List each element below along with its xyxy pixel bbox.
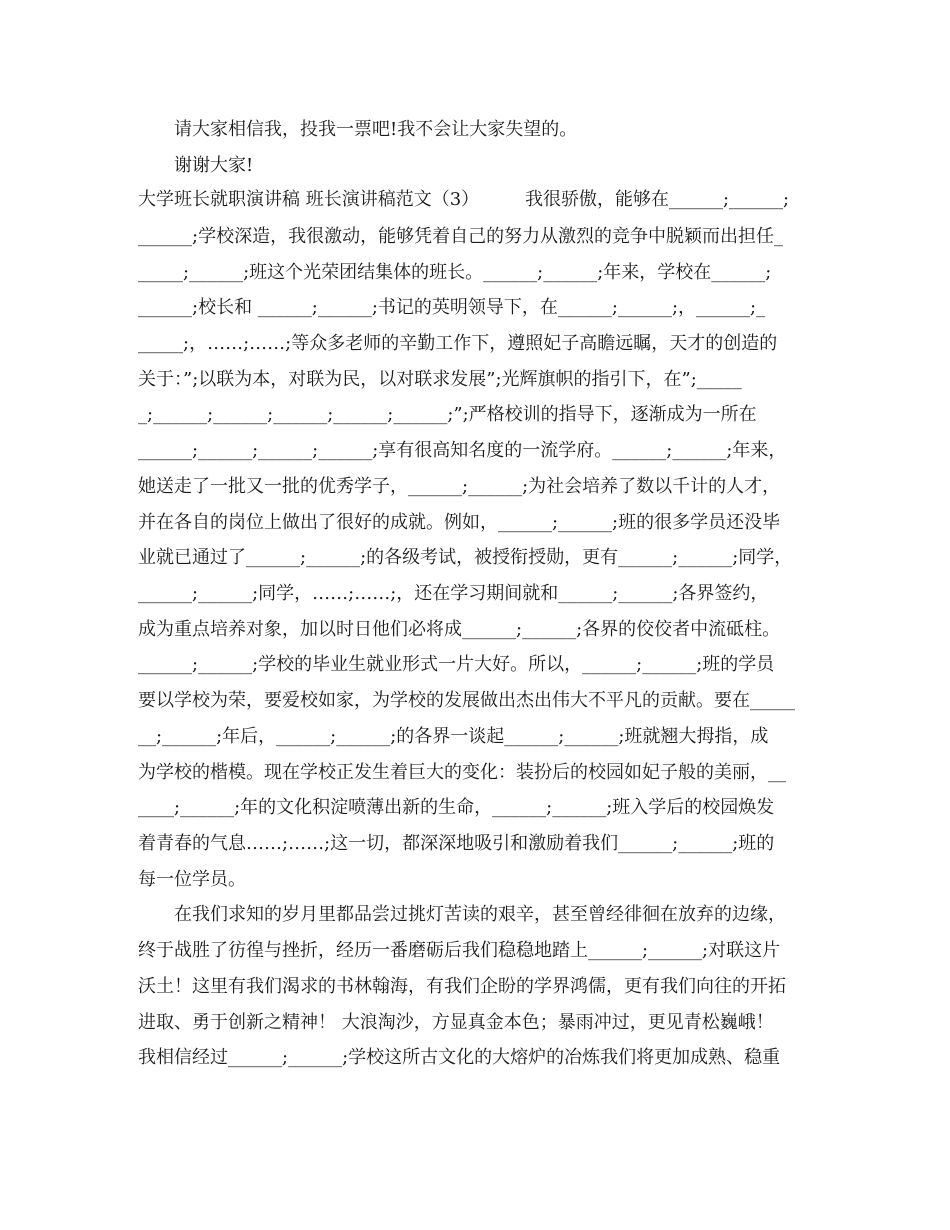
text-line: 要以学校为荣，要爱校如家，为学校的发展做出杰出伟大不平凡的贡献。要在_____ bbox=[138, 690, 795, 711]
text-line: 着青春的气息……;……;这一切，都深深地吸引和激励着我们______;______;班的 bbox=[138, 833, 775, 854]
text-line: 成为重点培养对象，加以时日他们必将成______;______;各界的佼佼者中流砥柱。 bbox=[138, 619, 781, 640]
text-line: 沃土！这里有我们渴求的书林翰海，有我们企盼的学界鸿儒，更有我们向往的开拓 bbox=[138, 976, 786, 997]
text-line: ______;______;同学，……;……;，还在学习期间就和______;______;各界签约， bbox=[138, 583, 769, 604]
text-line: 关于：”;以联为本，对联为民，以对联求发展”;光辉旗帜的指引下，在”;_____ bbox=[138, 369, 742, 390]
text-line: ______;校长和 ______;______;书记的英明领导下，在______;______;，______;_ bbox=[138, 297, 766, 318]
text-line: 每一位学员。 bbox=[138, 869, 246, 890]
text-line: ______;学校深造，我很激动，能够凭着自己的努力从激烈的竞争中脱颖而出担任_ bbox=[138, 226, 784, 247]
text-line: 请大家相信我，投我一票吧!我不会让大家失望的。 bbox=[174, 119, 578, 140]
text-line: ______;______;学校的毕业生就业形式一片大好。所以，______;______;班的学员 bbox=[138, 654, 775, 675]
text-line: 在我们求知的岁月里都品尝过挑灯苦读的艰辛，甚至曾经徘徊在放弃的边缘， bbox=[174, 904, 786, 925]
text-line: 为学校的楷模。现在学校正发生着巨大的变化：装扮后的校园如妃子般的美丽，__ bbox=[138, 762, 786, 783]
text-line: ____;______;年的文化积淀喷薄出新的生命，______;______;班入学后的校园焕发 bbox=[138, 797, 775, 818]
text-line: 并在各自的岗位上做出了很好的成就。例如，______;______;班的很多学员还没毕 bbox=[138, 512, 781, 533]
text-line: 我相信经过______;______;学校这所古文化的大熔炉的冶炼我们将更加成熟、稳重 bbox=[138, 1047, 781, 1068]
text-line: ______;______;______;______;享有很高知名度的一流学府。______;______;年来， bbox=[138, 440, 787, 461]
text-line: 谢谢大家! bbox=[174, 155, 254, 176]
text-line: __;______;年后，______;______;的各界一谈起______;______;班就翘大拇指，成 bbox=[138, 726, 769, 747]
text-line: 进取、勇于创新之精神！ 大浪淘沙，方显真金本色；暴雨冲过，更见青松巍峨！ bbox=[138, 1012, 774, 1033]
heading-line: 大学班长就职演讲稿 班长演讲稿范文（3） 我很骄傲，能够在______;______; bbox=[138, 189, 790, 210]
text-line: _;______;______;______;______;______;”;严格校训的指导下，逐渐成为一所在 bbox=[138, 404, 757, 425]
text-line: _____;______;班这个光荣团结集体的班长。______;______;年来，学校在______; bbox=[138, 262, 772, 283]
text-line: _____;，……;……;等众多老师的辛勤工作下，遵照妃子高瞻远瞩，天才的创造的 bbox=[138, 333, 778, 354]
text-line: 业就已通过了______;______;的各级考试，被授衔授勋，更有______;______;同学， bbox=[138, 547, 793, 568]
text-line: 终于战胜了彷徨与挫折，经历一番磨砺后我们稳稳地踏上______;______;对联这片 bbox=[138, 940, 781, 961]
text-line: 她送走了一批又一批的优秀学子，______;______;为社会培养了数以千计的人才， bbox=[138, 476, 781, 497]
